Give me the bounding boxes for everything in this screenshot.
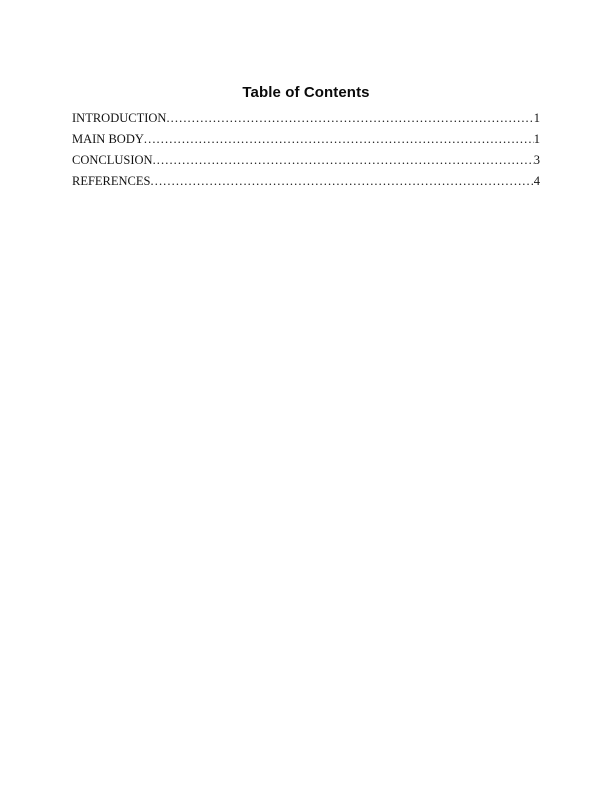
toc-title: Table of Contents bbox=[242, 84, 370, 101]
toc-entry-page-number: 3 bbox=[533, 153, 540, 167]
toc-entry-page-number: 4 bbox=[533, 174, 540, 188]
toc-entry-page-number: 1 bbox=[533, 132, 540, 146]
toc-entry-page-number: 1 bbox=[533, 111, 540, 125]
toc-entry-label: MAIN BODY bbox=[72, 132, 144, 146]
dot-leader bbox=[151, 174, 534, 189]
toc-entry-introduction[interactable] bbox=[72, 111, 540, 132]
toc-entry-label: REFERENCES bbox=[72, 174, 151, 188]
dot-leader bbox=[144, 132, 534, 147]
toc-entry-conclusion[interactable] bbox=[72, 153, 540, 174]
dot-leader bbox=[153, 153, 534, 168]
toc-entry-label: CONCLUSION bbox=[72, 153, 153, 167]
toc-entry-references[interactable] bbox=[72, 174, 540, 195]
toc-entry-main-body[interactable] bbox=[72, 132, 540, 153]
toc-list bbox=[72, 111, 540, 195]
toc-entry-label: INTRODUCTION bbox=[72, 111, 167, 125]
dot-leader bbox=[166, 111, 533, 126]
